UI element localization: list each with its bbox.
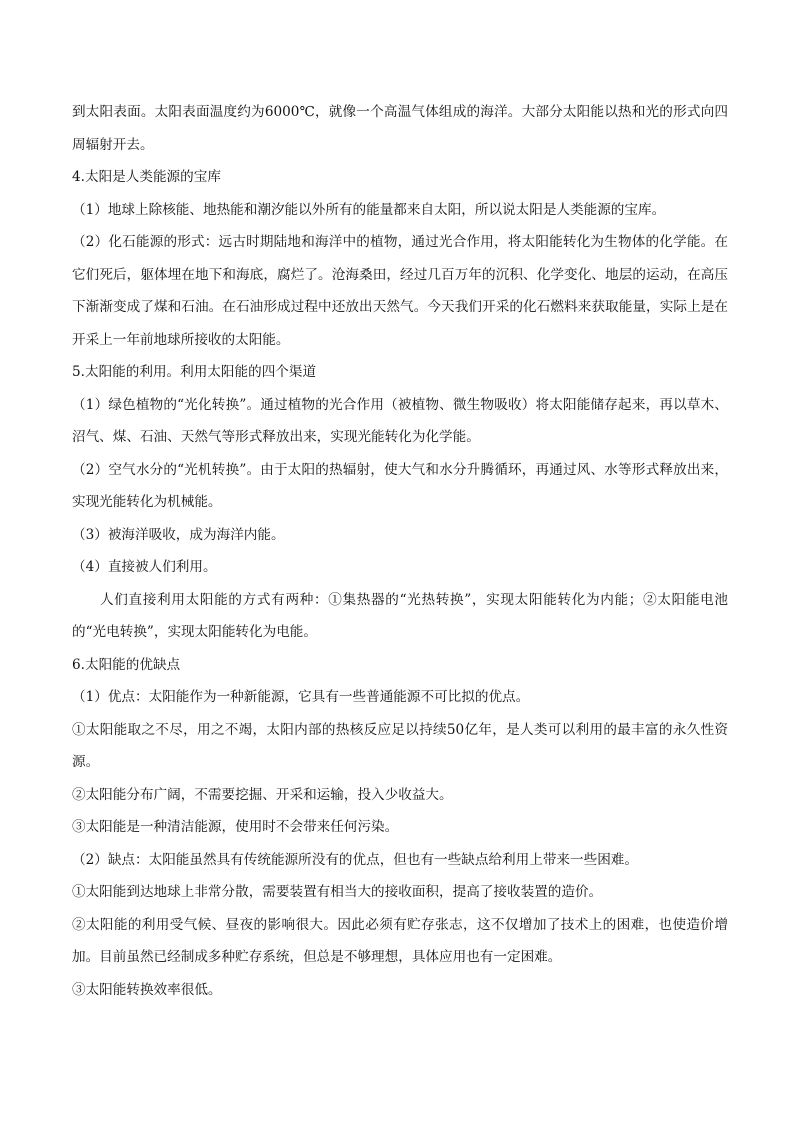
paragraph-photochemical: （1）绿色植物的“光化转换”。通过植物的光合作用（被植物、微生物吸收）将太阳能储存起来，再以草木、沼气、煤、石油、天然气等形式释放出来，实现光能转化为化学能。 — [72, 396, 728, 445]
disadvantage-item-2: ②太阳能的利用受气候、昼夜的影响很大。因此必须有贮存张志，这不仅增加了技术上的困难，也使造价增加。目前虽然已经制成多种贮存系统，但总是不够理想，具体应用也有一定困难。 — [72, 916, 728, 965]
paragraph-photomechanical: （2）空气水分的“光机转换”。由于太阳的热辐射，使大气和水分升腾循环，再通过风、水等形式释放出来，实现光能转化为机械能。 — [72, 461, 728, 510]
paragraph-energy-source: （1）地球上除核能、地热能和潮汐能以外所有的能量都来自太阳，所以说太阳是人类能源的宝库。 — [72, 201, 666, 218]
document-body — [72, 96, 728, 1006]
heading-solar-utilization: 5.太阳能的利用。利用太阳能的四个渠道 — [72, 364, 317, 380]
paragraph-fossil-energy: （2）化石能源的形式：远古时期陆地和海洋中的植物，通过光合作用，将太阳能转化为生物体的化学能。在它们死后，躯体埋在地下和海底，腐烂了。沧海桑田，经过几百万年的沉积、化学变化、地层的运动，在高压下渐渐变成了煤和石油。在石油形成过程中还放出天然气。今天我们开采的化石燃料来获取能量，实际上是在开采上一年前地球所接收的太阳能。 — [72, 234, 728, 348]
heading-energy-treasury: 4.太阳是人类能源的宝库 — [72, 169, 221, 185]
advantage-item-1: ①太阳能取之不尽，用之不竭，太阳内部的热核反应足以持续50亿年，是人类可以利用的最丰富的永久性资源。 — [72, 721, 728, 770]
paragraph-direct-use-methods: 人们直接利用太阳能的方式有两种：①集热器的“光热转换”，实现太阳能转化为内能；②太阳能电池的“光电转换”，实现太阳能转化为电能。 — [72, 591, 728, 640]
heading-pros-cons: 6.太阳能的优缺点 — [72, 656, 181, 673]
disadvantage-item-3: ③太阳能转换效率很低。 — [72, 981, 222, 998]
advantage-item-2: ②太阳能分布广阔，不需要挖掘、开采和运输，投入少收益大。 — [72, 786, 453, 803]
disadvantage-item-1: ①太阳能到达地球上非常分散，需要装置有相当大的接收面积，提高了接收装置的造价。 — [72, 884, 603, 900]
paragraph-advantages: （1）优点：太阳能作为一种新能源，它具有一些普通能源不可比拟的优点。 — [72, 689, 530, 705]
paragraph-disadvantages: （2）缺点：太阳能虽然具有传统能源所没有的优点，但也有一些缺点给利用上带来一些困难。 — [72, 851, 638, 868]
paragraph-ocean-absorption: （3）被海洋吸收，成为海洋内能。 — [72, 526, 285, 543]
paragraph-solar-surface: 到太阳表面。太阳表面温度约为6000℃，就像一个高温气体组成的海洋。大部分太阳能以热和光的形式向四周辐射开去。 — [72, 104, 728, 153]
advantage-item-3: ③太阳能是一种清洁能源，使用时不会带来任何污染。 — [72, 819, 399, 835]
paragraph-direct-use: （4）直接被人们利用。 — [72, 559, 217, 575]
